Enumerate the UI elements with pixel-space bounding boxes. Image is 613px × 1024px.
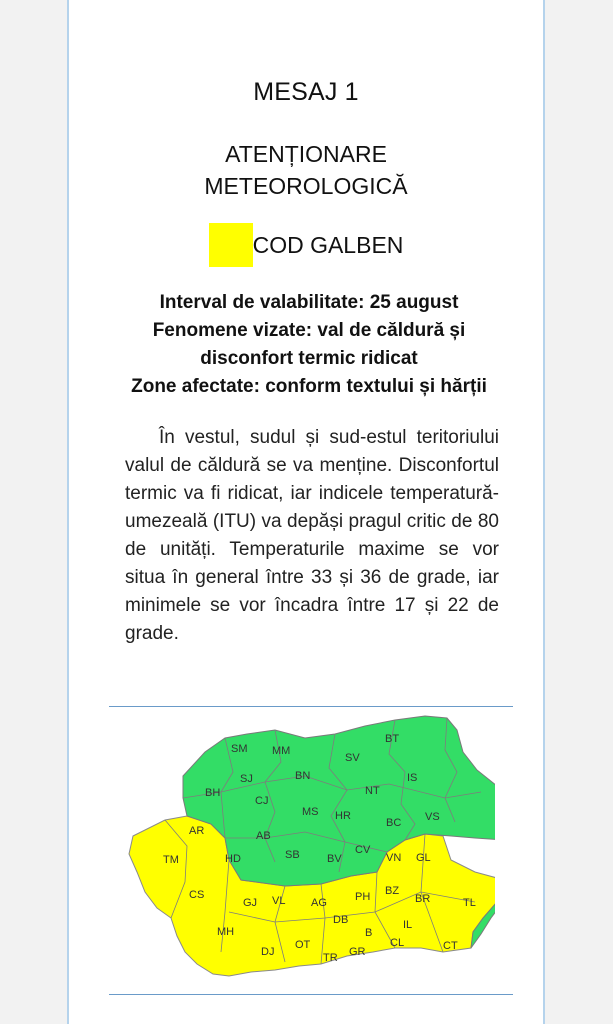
phenomena-line1: Fenomene vizate: val de căldură și	[152, 320, 466, 341]
county-label-vl: VL	[272, 895, 286, 907]
county-label-sv: SV	[345, 752, 360, 764]
divider-bottom	[109, 994, 513, 995]
county-label-bv: BV	[327, 853, 342, 865]
phenomena-line2: disconfort termic ridicat	[200, 348, 418, 369]
county-label-tm: TM	[163, 854, 179, 866]
county-label-il: IL	[403, 919, 413, 931]
county-label-sm: SM	[231, 743, 248, 755]
county-label-sj: SJ	[240, 773, 253, 785]
county-label-bn: BN	[295, 770, 311, 782]
warning-title-line2: METEOROLOGICĂ	[204, 173, 408, 199]
county-label-hd: HD	[225, 853, 241, 865]
county-label-ct: CT	[443, 940, 458, 952]
county-label-tl: TL	[463, 897, 476, 909]
county-label-tr: TR	[323, 952, 338, 964]
county-label-ph: PH	[355, 891, 371, 903]
county-label-bt: BT	[385, 733, 400, 745]
county-label-cj: CJ	[255, 795, 269, 807]
county-label-db: DB	[333, 914, 349, 926]
county-label-ms: MS	[302, 806, 319, 818]
county-label-ot: OT	[295, 939, 311, 951]
warning-title	[69, 138, 543, 202]
county-label-bc: BC	[386, 817, 402, 829]
warning-description: În vestul, sudul și sud-estul teritoriului valul de căldură se va menține. Disconfortul termic va fi ridicat, iar indicele temperatură-umezeală (ITU) va depăși pragul critic de 80 de unități. Temperaturile maxime se vor situa în general între 33 și 36 de grade, iar minimele se vor încadra între 17 și 22 de grade.	[125, 427, 499, 644]
county-label-ag: AG	[311, 897, 327, 909]
county-label-mm: MM	[272, 745, 291, 757]
warning-title-line1: ATENȚIONARE	[225, 141, 387, 167]
county-label-is: IS	[407, 772, 418, 784]
message-number: MESAJ 1	[253, 78, 359, 106]
county-label-cs: CS	[189, 889, 205, 901]
county-label-ar: AR	[189, 825, 205, 837]
county-label-br: BR	[415, 893, 431, 905]
divider	[109, 706, 513, 707]
county-label-cl: CL	[390, 937, 405, 949]
romania-warning-map	[125, 712, 495, 984]
warning-card	[67, 0, 545, 1024]
county-label-hr: HR	[335, 810, 351, 822]
county-label-dj: DJ	[261, 946, 275, 958]
county-label-b: B	[365, 927, 373, 939]
county-label-gr: GR	[349, 946, 366, 958]
county-label-bh: BH	[205, 787, 221, 799]
county-label-sb: SB	[285, 849, 300, 861]
validity-interval: Interval de valabilitate: 25 august	[159, 292, 459, 313]
county-label-nt: NT	[365, 785, 380, 797]
warning-code	[69, 223, 543, 267]
code-label: COD GALBEN	[252, 231, 404, 258]
county-label-gj: GJ	[243, 897, 258, 909]
county-label-bz: BZ	[385, 885, 400, 897]
county-label-mh: MH	[217, 926, 235, 938]
warning-info	[109, 289, 509, 401]
county-label-ab: AB	[256, 830, 271, 842]
county-label-gl: GL	[416, 852, 431, 864]
county-label-vn: VN	[386, 852, 402, 864]
yellow-code-swatch	[209, 223, 253, 267]
county-label-cv: CV	[355, 844, 371, 856]
county-label-vs: VS	[425, 811, 440, 823]
affected-zones: Zone afectate: conform textului și hărții	[131, 376, 487, 397]
